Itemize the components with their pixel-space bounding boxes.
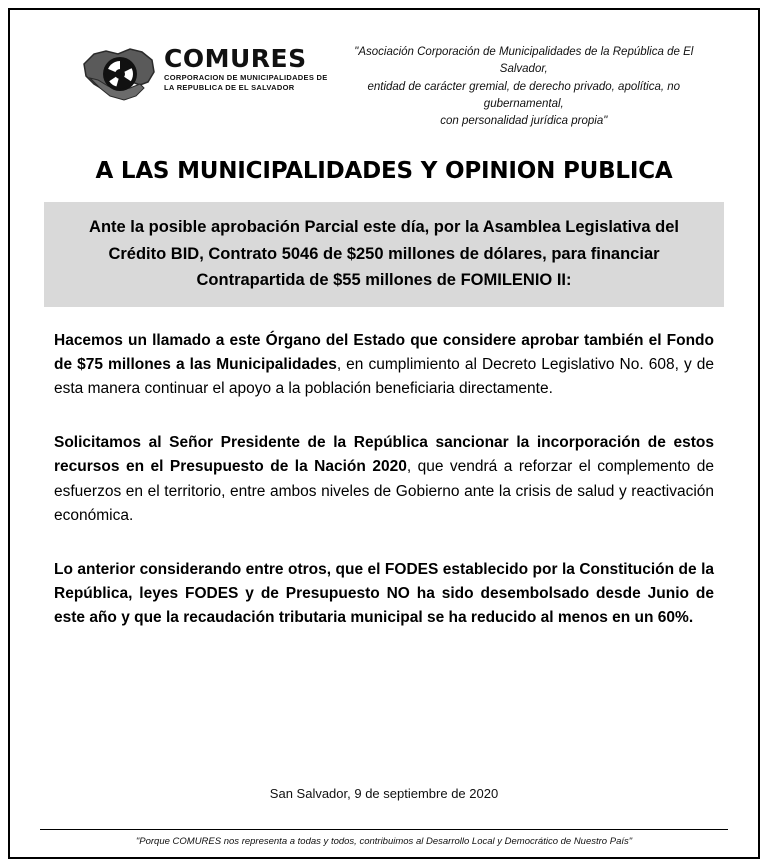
logo-subtitle-line2: LA REPUBLICA DE EL SALVADOR — [164, 83, 295, 93]
el-salvador-map-icon — [80, 38, 158, 114]
logo-name: COMURES — [164, 44, 307, 73]
document-header — [40, 32, 728, 130]
paragraph-2-bold: Solicitamos al Señor Presidente de la República sancionar la incorporación de estos recursos en el Presupuesto de la Nación 2020 — [54, 434, 714, 476]
paragraph-2-rest: , que vendrá a reforzar el complemento de esfuerzos en el territorio, entre ambos niveles de Gobierno ante la crisis de salud y reactivación económica. — [54, 458, 715, 524]
document-frame — [8, 8, 760, 859]
description-line-3: con personalidad jurídica propia" — [440, 115, 608, 127]
logo-subtitle-line1: CORPORACION DE MUNICIPALIDADES DE — [164, 73, 328, 82]
logo-subtitle — [164, 73, 328, 93]
logo-wordmark — [164, 38, 328, 93]
paragraph-2 — [54, 431, 714, 527]
description-line-2: entidad de carácter gremial, de derecho privado, apolítica, no gubernamental, — [367, 80, 681, 110]
comures-logo — [80, 32, 328, 114]
document-body — [40, 329, 728, 659]
layout-spacer — [40, 660, 728, 786]
description-line-1: "Asociación Corporación de Municipalidades de la República de El Salvador, — [354, 46, 694, 76]
paragraph-1-bold: Hacemos un llamado a este Órgano del Estado que considere aprobar también el Fondo de $75 millones a las Municipalidades — [54, 332, 714, 374]
paragraph-3 — [54, 558, 714, 630]
paragraph-1 — [54, 329, 714, 401]
paragraph-3-bold: Lo anterior considerando entre otros, que el FODES establecido por la Constitución de la República, leyes FODES y de Presupuesto NO ha sido desembolsado desde Junio de este año y que la recaudación tributaria municipal se ha reducido al menos en un 60%. — [54, 560, 714, 626]
date-line: San Salvador, 9 de septiembre de 2020 — [269, 786, 499, 801]
lead-paragraph: Ante la posible aprobación Parcial este día, por la Asamblea Legislativa del Crédito BID, Contrato 5046 de $250 millones de dólares, para financiar Contrapartida de $55 millones de FOMILENIO II: — [44, 202, 724, 307]
paragraph-1-rest: , en cumplimiento al Decreto Legislativo No. 608, y de esta manera continuar el apoyo a la población beneficiaria directamente. — [54, 356, 714, 398]
page-title: A LAS MUNICIPALIDADES Y OPINION PUBLICA — [95, 158, 673, 185]
document-footer: "Porque COMURES nos representa a todas y todos, contribuimos al Desarrollo Local y Democrático de Nuestro País" — [40, 829, 728, 847]
organization-description — [338, 32, 728, 130]
